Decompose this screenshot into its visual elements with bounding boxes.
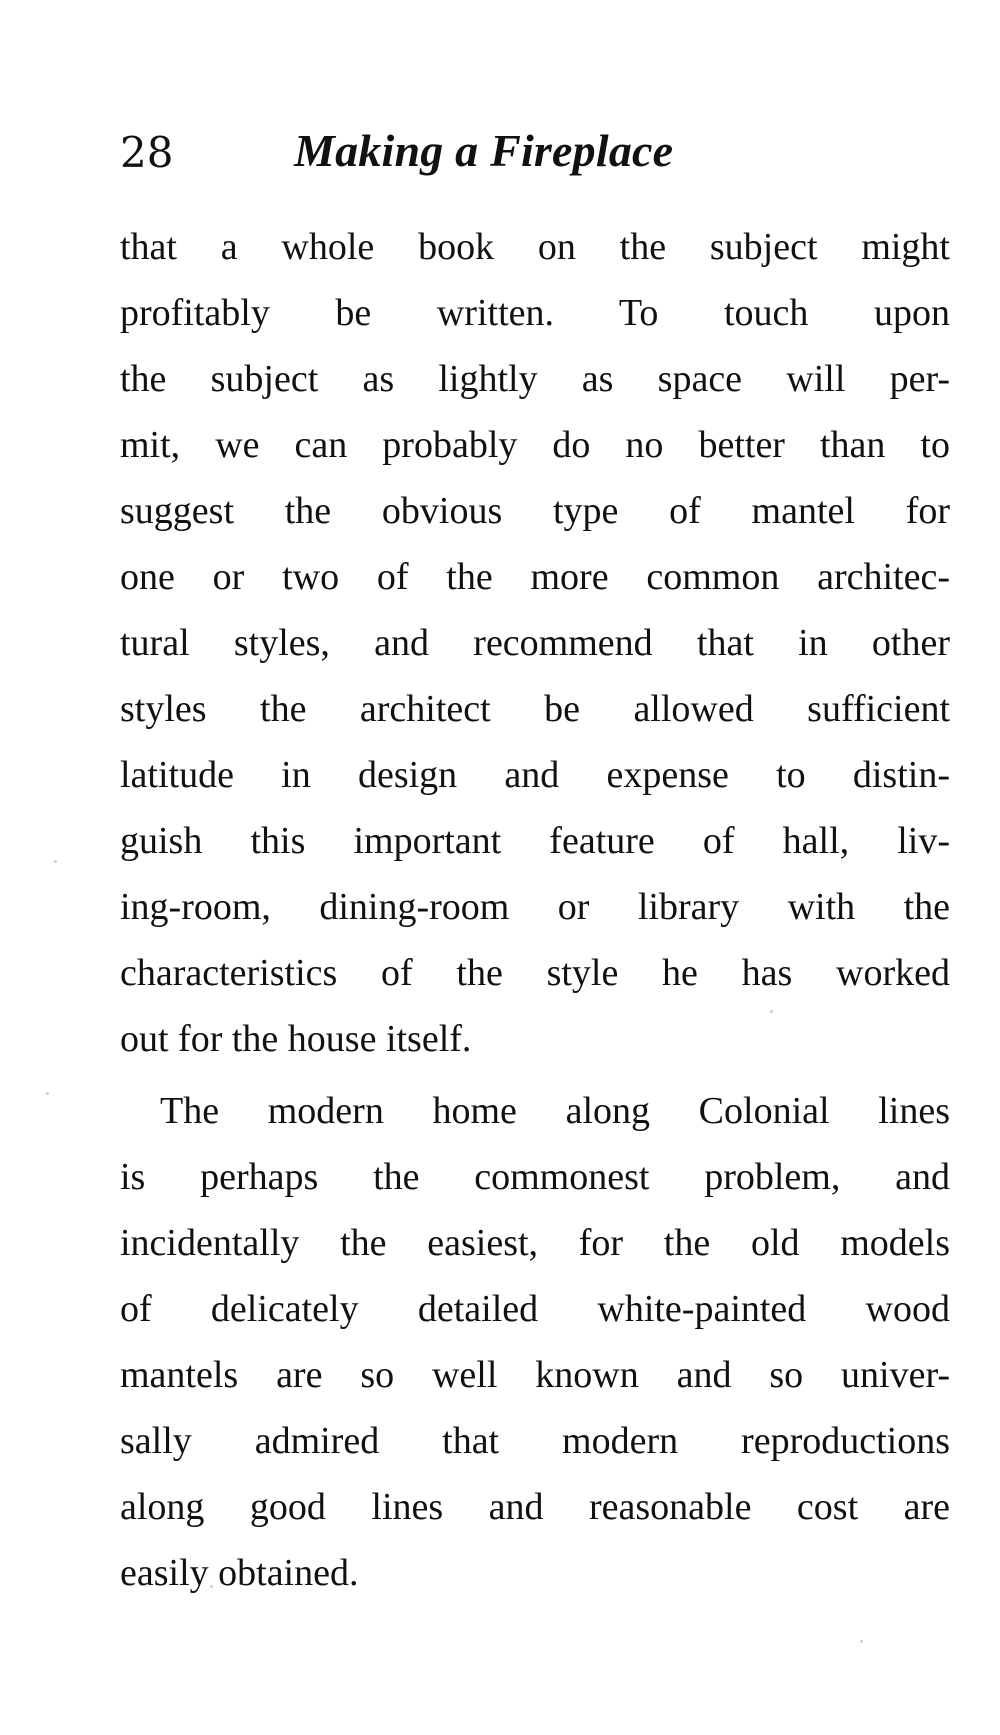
- paper-speck: [770, 1010, 773, 1013]
- text-line: easily obtained.: [120, 1552, 359, 1594]
- paragraph-2: [120, 1078, 950, 1606]
- text-line: suggest the obvious type of mantel for: [120, 490, 950, 532]
- text-line: that a whole book on the subject might: [120, 226, 950, 268]
- paragraph-1: [120, 214, 950, 1072]
- text-line: characteristics of the style he has worked: [120, 952, 950, 994]
- text-line: mit, we can probably do no better than to: [120, 424, 950, 466]
- text-line: mantels are so well known and so univer-: [120, 1354, 950, 1396]
- text-line: guish this important feature of hall, liv-: [120, 820, 950, 862]
- text-line: profitably be written. To touch upon: [120, 292, 950, 334]
- paper-speck: [210, 1585, 213, 1588]
- text-line: latitude in design and expense to distin-: [120, 754, 950, 796]
- text-line: one or two of the more common architec-: [120, 556, 950, 598]
- text-line: out for the house itself.: [120, 1018, 472, 1060]
- body-text: [120, 214, 950, 1606]
- text-line: along good lines and reasonable cost are: [120, 1486, 950, 1528]
- paper-speck: [46, 1092, 49, 1095]
- page-header: [120, 125, 950, 202]
- text-line: incidentally the easiest, for the old models: [120, 1222, 950, 1264]
- text-line: ing-room, dining-room or library with the: [120, 886, 950, 928]
- text-line: The modern home along Colonial lines: [160, 1090, 950, 1132]
- page-number: 28: [120, 128, 174, 177]
- text-line: styles the architect be allowed sufficient: [120, 688, 950, 730]
- text-line: is perhaps the commonest problem, and: [120, 1156, 950, 1198]
- text-line: of delicately detailed white-painted wood: [120, 1288, 950, 1330]
- paper-speck: [860, 1640, 863, 1643]
- paper-speck: [54, 860, 57, 863]
- text-line: tural styles, and recommend that in other: [120, 622, 950, 664]
- text-line: sally admired that modern reproductions: [120, 1420, 950, 1462]
- running-title: Making a Fireplace: [294, 125, 674, 176]
- text-line: the subject as lightly as space will per-: [120, 358, 950, 400]
